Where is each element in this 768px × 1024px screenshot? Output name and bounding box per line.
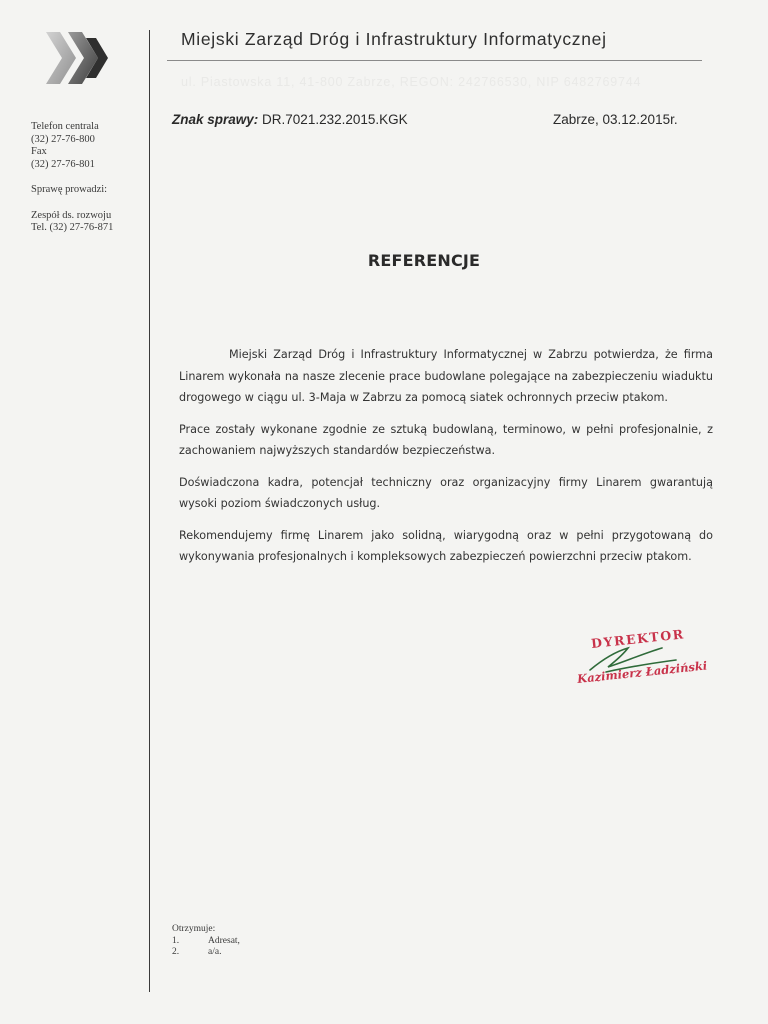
document-title: REFERENCJE: [367, 251, 481, 270]
fax-label: Fax: [31, 146, 47, 157]
phone-number: (32) 27-76-800: [31, 133, 95, 145]
case-label: Znak sprawy:: [172, 112, 259, 127]
case-number: DR.7021.232.2015.KGK: [262, 112, 408, 127]
recipients-label: Otrzymuje:: [172, 924, 216, 934]
body-paragraph-4: Rekomendujemy firmę Linarem jako solidną, wiarygodną oraz w pełni przygotowaną do wykonywania profesjonalnych i kompleksowych zabezpieczeń powierzchni przeciw ptakom.: [179, 528, 713, 563]
phone-label: Telefon centrala: [31, 121, 99, 132]
header-rule: [167, 60, 702, 61]
recipient-name: a/a.: [208, 947, 222, 957]
team-name: Zespół ds. rozwoju: [31, 209, 112, 221]
organization-title: Miejski Zarząd Dróg i Infrastruktury Informatycznej: [181, 29, 607, 49]
handled-by-label: Sprawę prowadzi:: [31, 184, 108, 195]
place-date: Zabrze, 03.12.2015r.: [553, 112, 678, 127]
chevron-logo-icon: [46, 32, 110, 84]
body-paragraph-2: Prace zostały wykonane zgodnie ze sztuką budowlaną, terminowo, w pełni profesjonalnie, z zachowaniem najwyższych standardów bezpieczeństwa.: [179, 422, 713, 457]
stamp-signatory-name: Kazimierz Ładziński: [576, 658, 708, 686]
recipient-row: [172, 947, 240, 959]
recipient-number: 2.: [172, 947, 180, 957]
contact-sidebar: [31, 121, 143, 235]
fax-number: (32) 27-76-801: [31, 158, 95, 170]
margin-divider: [149, 30, 150, 992]
recipient-name: Adresat,: [208, 935, 240, 946]
case-reference: [172, 112, 408, 127]
letter-body: [179, 344, 713, 578]
faded-address-line: ul. Piastowska 11, 41-800 Zabrze, REGON: 242766530, NIP 6482769744: [181, 75, 642, 89]
body-paragraph-3: Doświadczona kadra, potencjał techniczny oraz organizacyjny firmy Linarem gwarantują wysoki poziom świadczonych usług.: [179, 475, 713, 510]
recipients-list: [172, 924, 240, 959]
body-paragraph-1: Miejski Zarząd Dróg i Infrastruktury Informatycznej w Zabrzu potwierdza, że firma Linarem wykonała na nasze zlecenie prace budowlane polegające na zabezpieczeniu wiaduktu drogowego w ciągu ul. 3-Maja w Zabrzu za pomocą siatek ochronnych przeciw ptakom.: [179, 348, 713, 404]
team-phone: Tel. (32) 27-76-871: [31, 222, 114, 233]
recipient-row: [172, 936, 240, 948]
recipient-number: 1.: [172, 935, 180, 946]
stamp-role: DYREKTOR: [590, 626, 686, 651]
